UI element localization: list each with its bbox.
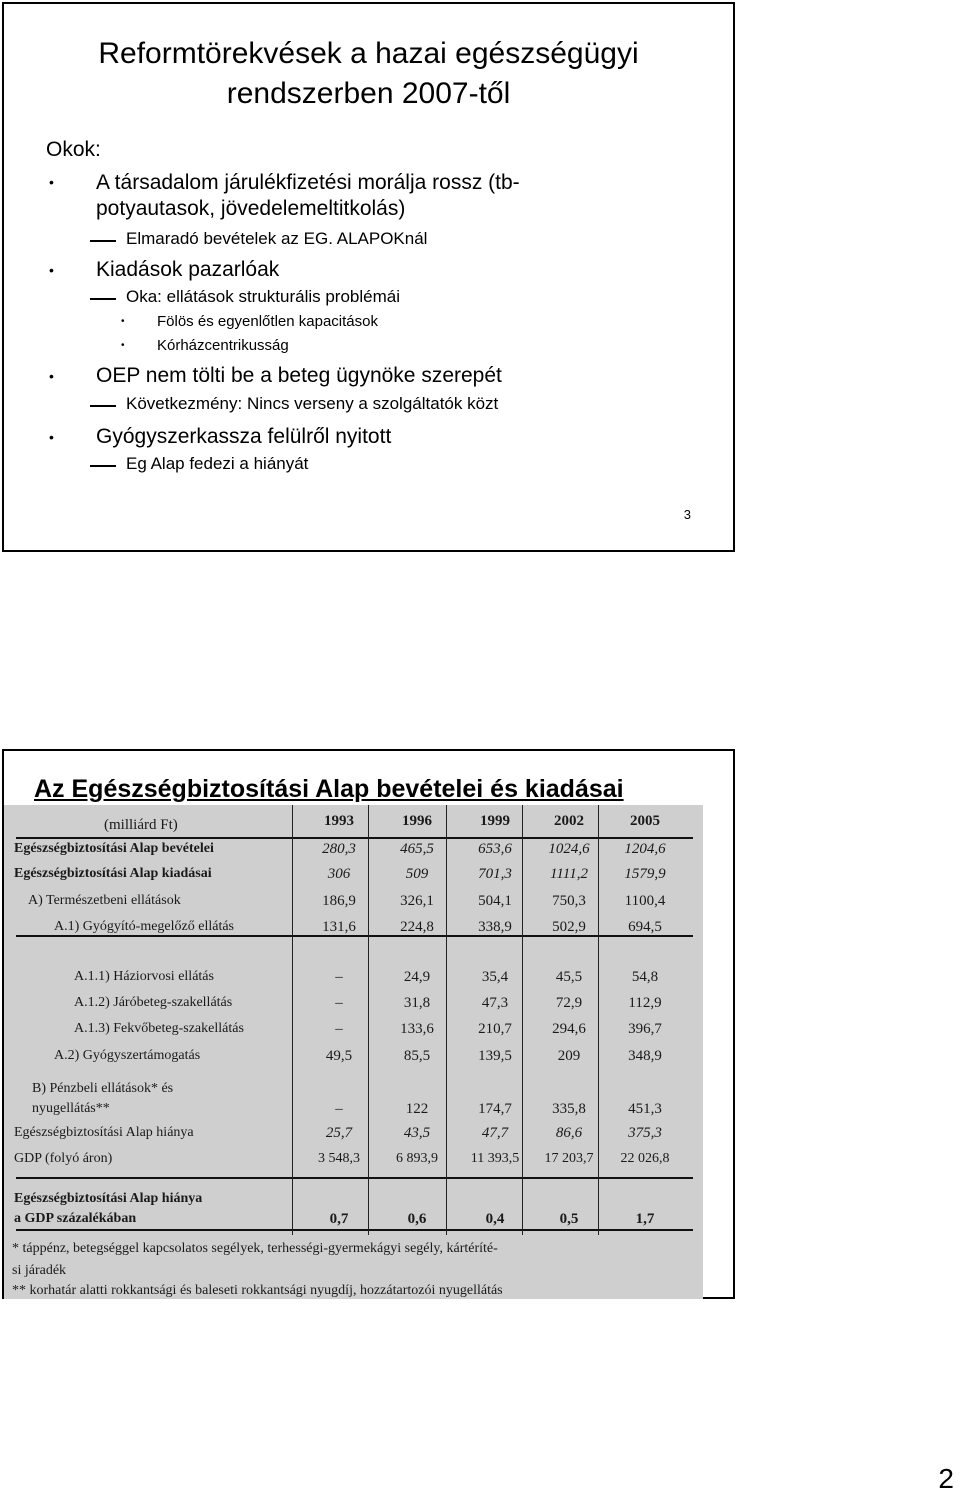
row-label: GDP (folyó áron) [14,1151,113,1166]
table-cell: 509 [405,866,429,882]
table-cell: 294,6 [552,1021,586,1037]
table-cell: 348,9 [628,1048,662,1064]
bullet-icon: • [121,316,125,327]
table-cell: 0,7 [329,1211,349,1227]
year-header: 1999 [480,813,510,829]
table-cell: 335,8 [552,1101,586,1117]
bullet-icon: • [49,368,54,384]
table-cell: 0,5 [559,1211,579,1227]
bullet-icon: • [49,262,54,278]
table-cell: 47,7 [481,1125,509,1141]
list-item: Eg Alap fedezi a hiányát [126,454,309,473]
table-cell: 25,7 [325,1125,353,1141]
table-cell: 11 393,5 [470,1151,520,1166]
table-cell: 54,8 [631,969,659,985]
row-label: Egészségbiztosítási Alap kiadásai [14,866,212,881]
list-item: Elmaradó bevételek az EG. ALAPOKnál [126,229,428,248]
table-cell: 209 [557,1048,581,1064]
table-cell: 210,7 [478,1021,512,1037]
footnote-1: * táppénz, betegséggel kapcsolatos segélyek, terhességi-gyermekágyi segély, kártéríté- [12,1241,498,1256]
table-cell: 6 893,9 [396,1151,438,1166]
row-label: A.2) Gyógyszertámogatás [54,1048,201,1063]
table-cell: 465,5 [400,841,434,857]
table-column-divider [522,805,523,1235]
table-cell: 17 203,7 [544,1151,594,1166]
list-item: Gyógyszerkassza felülről nyitott [96,425,392,448]
dash-icon [90,298,116,300]
table-column-divider [368,805,369,1235]
table-column-divider [598,805,599,1235]
table-cell: 35,4 [481,969,509,985]
row-label: B) Pénzbeli ellátások* és [32,1081,174,1096]
table-cell: 451,3 [628,1101,662,1117]
table-cell: 122 [405,1101,429,1117]
list-item: A társadalom járulékfizetési morálja rossz (tb- [96,171,520,194]
table-cell: 174,7 [478,1101,512,1117]
slide-title-line-1: Reformtörekvések a hazai egészségügyi [98,37,639,70]
table-cell: 47,3 [481,995,509,1011]
row-label: Egészségbiztosítási Alap bevételei [14,841,214,856]
list-item: Kiadások pazarlóak [96,258,280,281]
table-cell: 326,1 [400,893,434,909]
dash-icon [90,405,116,407]
row-label: A.1.2) Járóbeteg-szakellátás [74,995,233,1010]
table-divider [16,837,693,839]
slide-title: Az Egészségbiztosítási Alap bevételei és kiadásai [34,775,624,803]
bullet-icon: • [49,174,54,190]
table-cell: 0,4 [485,1211,505,1227]
year-header: 1993 [324,813,354,829]
slide-number: 3 [683,507,691,522]
table-cell: 1024,6 [548,841,590,857]
table-cell: 31,8 [403,995,431,1011]
list-item: Kórházcentrikusság [157,337,289,354]
table-cell: 22 026,8 [620,1151,670,1166]
table-cell: 85,5 [403,1048,431,1064]
table-cell: 131,6 [322,919,356,935]
row-label: a GDP százalékában [14,1211,137,1226]
table-cell: 133,6 [400,1021,434,1037]
table-cell: 112,9 [628,995,662,1011]
scanned-table-image [4,805,703,1299]
table-cell: 49,5 [325,1048,353,1064]
list-item: potyautasok, jövedelemeltitkolás) [96,197,406,220]
row-label: A.1) Gyógyító-megelőző ellátás [54,919,235,934]
year-header: 1996 [402,813,432,829]
dash-icon [90,240,116,242]
table-column-divider [446,805,447,1235]
page-number: 2 [938,1463,954,1494]
table-cell: 280,3 [322,841,356,857]
slide-table [2,749,735,1299]
table-divider [16,1177,693,1179]
table-cell: 504,1 [478,893,512,909]
table-cell: 396,7 [628,1021,662,1037]
table-cell: 694,5 [628,919,662,935]
table-cell: 375,3 [628,1125,662,1141]
table-divider [16,1229,693,1231]
row-label: Egészségbiztosítási Alap hiánya [14,1125,194,1140]
table-cell: – [335,1021,343,1037]
table-column-divider [292,805,293,1235]
table-cell: 1,7 [635,1211,655,1227]
table-cell: – [335,1101,343,1117]
table-cell: – [335,995,343,1011]
footnote-1-cont: si járadék [12,1263,67,1278]
bullet-icon: • [121,340,125,351]
table-cell: 43,5 [403,1125,431,1141]
table-cell: 502,9 [552,919,586,935]
table-cell: 0,6 [407,1211,427,1227]
row-label: Egészségbiztosítási Alap hiánya [14,1191,203,1206]
unit-label: (milliárd Ft) [104,817,178,833]
table-cell: 86,6 [555,1125,583,1141]
table-cell: 139,5 [478,1048,512,1064]
okok-label: Okok: [46,138,101,161]
table-cell: 45,5 [555,969,583,985]
table-cell: 3 548,3 [318,1151,360,1166]
footnote-2: ** korhatár alatti rokkantsági és baleseti rokkantsági nyugdíj, hozzátartozói nyugellátás [12,1283,503,1298]
row-label: nyugellátás** [32,1101,110,1116]
table-cell: 653,6 [478,841,512,857]
table-divider [16,935,693,937]
table-cell: 224,8 [400,919,434,935]
slide-title-line-2: rendszerben 2007-től [226,77,511,110]
slide-3 [2,2,735,552]
table-cell: 72,9 [555,995,583,1011]
table-cell: 1579,9 [624,866,666,882]
list-item: OEP nem tölti be a beteg ügynöke szerepét [96,364,502,387]
bullet-icon: • [49,429,54,445]
table-cell: 701,3 [478,866,512,882]
table-cell: 1100,4 [624,893,666,909]
table-cell: 1204,6 [624,841,666,857]
table-cell: 186,9 [322,893,356,909]
table-cell: 338,9 [478,919,512,935]
list-item: Következmény: Nincs verseny a szolgáltatók közt [126,394,499,413]
row-label: A.1.3) Fekvőbeteg-szakellátás [74,1021,244,1036]
table-cell: 1111,2 [550,866,588,882]
year-header: 2005 [630,813,660,829]
row-label: A.1.1) Háziorvosi ellátás [74,969,214,984]
list-item: Fölös és egyenlőtlen kapacitások [157,313,378,330]
list-item: Oka: ellátások strukturális problémái [126,287,401,306]
dash-icon [90,465,116,467]
table-cell: 306 [327,866,351,882]
year-header: 2002 [554,813,584,829]
row-label: A) Természetbeni ellátások [28,893,181,908]
table-cell: – [335,969,343,985]
table-cell: 750,3 [552,893,586,909]
table-cell: 24,9 [403,969,431,985]
